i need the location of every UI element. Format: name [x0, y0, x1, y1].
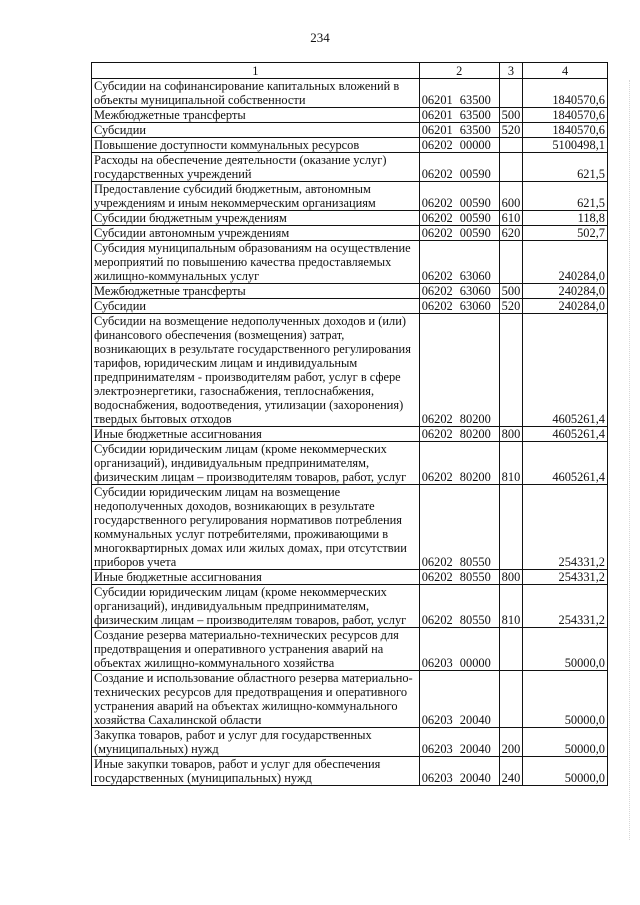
row-code: 06202 80550: [419, 485, 499, 570]
table-row: [92, 211, 608, 226]
row-amount: 50000,0: [523, 757, 608, 786]
row-type: [499, 671, 523, 728]
row-amount: 254331,2: [523, 485, 608, 570]
row-type: 600: [499, 182, 523, 211]
row-name: Субсидии на возмещение недополученных доходов и (или) финансового обеспечения (возмещения) затрат, возникающих в результате государственного регулирования тарифов, юридическим лицам и индивидуальным предпринимателям - производителям работ, услуг в сфере электроэнергетики, газоснабжения, теплоснабжения, водоснабжения, водоотведения, утилизации (захоронения) твердых бытовых отходов: [92, 314, 420, 427]
row-code: 06202 80200: [419, 427, 499, 442]
table-row: [92, 108, 608, 123]
table-row: [92, 284, 608, 299]
row-type: 800: [499, 570, 523, 585]
row-name: Субсидии юридическим лицам на возмещение недополученных доходов, возникающих в результате государственного регулирования нормативов потребления коммунальных услуг потребителями, проживающими в многоквартирных домах или жилых домах, при отсутствии приборов учета: [92, 485, 420, 570]
table-row: [92, 570, 608, 585]
row-name: Предоставление субсидий бюджетным, автономным учреждениям и иным некоммерческим организациям: [92, 182, 420, 211]
table-row: [92, 299, 608, 314]
budget-table: [91, 62, 608, 786]
row-code: 06203 20040: [419, 757, 499, 786]
row-amount: 254331,2: [523, 585, 608, 628]
table-row: [92, 427, 608, 442]
row-type: [499, 79, 523, 108]
row-amount: 5100498,1: [523, 138, 608, 153]
table-row: [92, 226, 608, 241]
header-col-4: 4: [523, 63, 608, 79]
row-name: Субсидии: [92, 123, 420, 138]
header-col-2: 2: [419, 63, 499, 79]
row-amount: 118,8: [523, 211, 608, 226]
row-code: 06201 63500: [419, 108, 499, 123]
header-col-1: 1: [92, 63, 420, 79]
row-type: 610: [499, 211, 523, 226]
row-type: 240: [499, 757, 523, 786]
row-name: Создание и использование областного резерва материально-технических ресурсов для предотвращения и оперативного устранения аварий на объектах жилищно-коммунального хозяйства Сахалинской области: [92, 671, 420, 728]
row-name: Закупка товаров, работ и услуг для государственных (муниципальных) нужд: [92, 728, 420, 757]
row-name: Субсидии на софинансирование капитальных вложений в объекты муниципальной собственности: [92, 79, 420, 108]
row-code: 06202 00590: [419, 153, 499, 182]
row-type: 200: [499, 728, 523, 757]
row-amount: 621,5: [523, 153, 608, 182]
row-type: 810: [499, 442, 523, 485]
scan-margin-marks: [629, 80, 636, 840]
row-code: 06202 80200: [419, 314, 499, 427]
row-amount: 502,7: [523, 226, 608, 241]
table-row: [92, 757, 608, 786]
table-row: [92, 138, 608, 153]
row-name: Субсидии юридическим лицам (кроме некоммерческих организаций), индивидуальным предпринимателям, физическим лицам – производителям товаров, работ, услуг: [92, 585, 420, 628]
row-name: Расходы на обеспечение деятельности (оказание услуг) государственных учреждений: [92, 153, 420, 182]
row-name: Субсидии юридическим лицам (кроме некоммерческих организаций), индивидуальным предпринимателям, физическим лицам – производителям товаров, работ, услуг: [92, 442, 420, 485]
row-code: 06202 00590: [419, 226, 499, 241]
row-type: [499, 485, 523, 570]
row-name: Межбюджетные трансферты: [92, 284, 420, 299]
row-amount: 240284,0: [523, 241, 608, 284]
row-code: 06202 00000: [419, 138, 499, 153]
row-type: [499, 241, 523, 284]
row-type: 520: [499, 123, 523, 138]
table-row: [92, 442, 608, 485]
row-amount: 1840570,6: [523, 108, 608, 123]
row-amount: 254331,2: [523, 570, 608, 585]
row-amount: 50000,0: [523, 671, 608, 728]
row-amount: 240284,0: [523, 284, 608, 299]
row-code: 06203 20040: [419, 728, 499, 757]
header-col-3: 3: [499, 63, 523, 79]
row-name: Иные закупки товаров, работ и услуг для обеспечения государственных (муниципальных) нужд: [92, 757, 420, 786]
row-code: 06202 00590: [419, 182, 499, 211]
table-row: [92, 628, 608, 671]
table-row: [92, 728, 608, 757]
table-row: [92, 314, 608, 427]
row-code: 06202 80550: [419, 570, 499, 585]
row-type: 800: [499, 427, 523, 442]
row-type: [499, 153, 523, 182]
table-row: [92, 123, 608, 138]
row-type: 620: [499, 226, 523, 241]
row-code: 06202 80200: [419, 442, 499, 485]
row-code: 06202 63060: [419, 299, 499, 314]
row-code: 06202 63060: [419, 284, 499, 299]
page-number: 234: [310, 30, 330, 45]
row-name: Создание резерва материально-технических ресурсов для предотвращения и оперативного устранения аварий на объектах жилищно-коммунального хозяйства: [92, 628, 420, 671]
row-type: 810: [499, 585, 523, 628]
row-code: 06202 00590: [419, 211, 499, 226]
row-type: [499, 138, 523, 153]
row-code: 06202 80550: [419, 585, 499, 628]
table-row: [92, 585, 608, 628]
row-amount: 1840570,6: [523, 79, 608, 108]
row-code: 06201 63500: [419, 123, 499, 138]
table-row: [92, 485, 608, 570]
row-amount: 240284,0: [523, 299, 608, 314]
row-amount: 1840570,6: [523, 123, 608, 138]
row-name: Субсидия муниципальным образованиям на осуществление мероприятий по повышению качества предоставляемых жилищно-коммунальных услуг: [92, 241, 420, 284]
row-amount: 4605261,4: [523, 442, 608, 485]
row-type: [499, 314, 523, 427]
table-row: [92, 241, 608, 284]
row-amount: 4605261,4: [523, 427, 608, 442]
row-name: Повышение доступности коммунальных ресурсов: [92, 138, 420, 153]
row-name: Иные бюджетные ассигнования: [92, 570, 420, 585]
row-name: Субсидии: [92, 299, 420, 314]
table-row: [92, 153, 608, 182]
row-code: 06201 63500: [419, 79, 499, 108]
row-type: 500: [499, 108, 523, 123]
row-amount: 50000,0: [523, 628, 608, 671]
row-type: 520: [499, 299, 523, 314]
row-type: [499, 628, 523, 671]
row-amount: 4605261,4: [523, 314, 608, 427]
row-code: 06202 63060: [419, 241, 499, 284]
row-amount: 50000,0: [523, 728, 608, 757]
row-amount: 621,5: [523, 182, 608, 211]
row-type: 500: [499, 284, 523, 299]
table-header-row: [92, 63, 608, 79]
table-row: [92, 79, 608, 108]
row-name: Межбюджетные трансферты: [92, 108, 420, 123]
row-name: Иные бюджетные ассигнования: [92, 427, 420, 442]
table-row: [92, 671, 608, 728]
row-code: 06203 20040: [419, 671, 499, 728]
row-name: Субсидии бюджетным учреждениям: [92, 211, 420, 226]
row-code: 06203 00000: [419, 628, 499, 671]
table-row: [92, 182, 608, 211]
row-name: Субсидии автономным учреждениям: [92, 226, 420, 241]
